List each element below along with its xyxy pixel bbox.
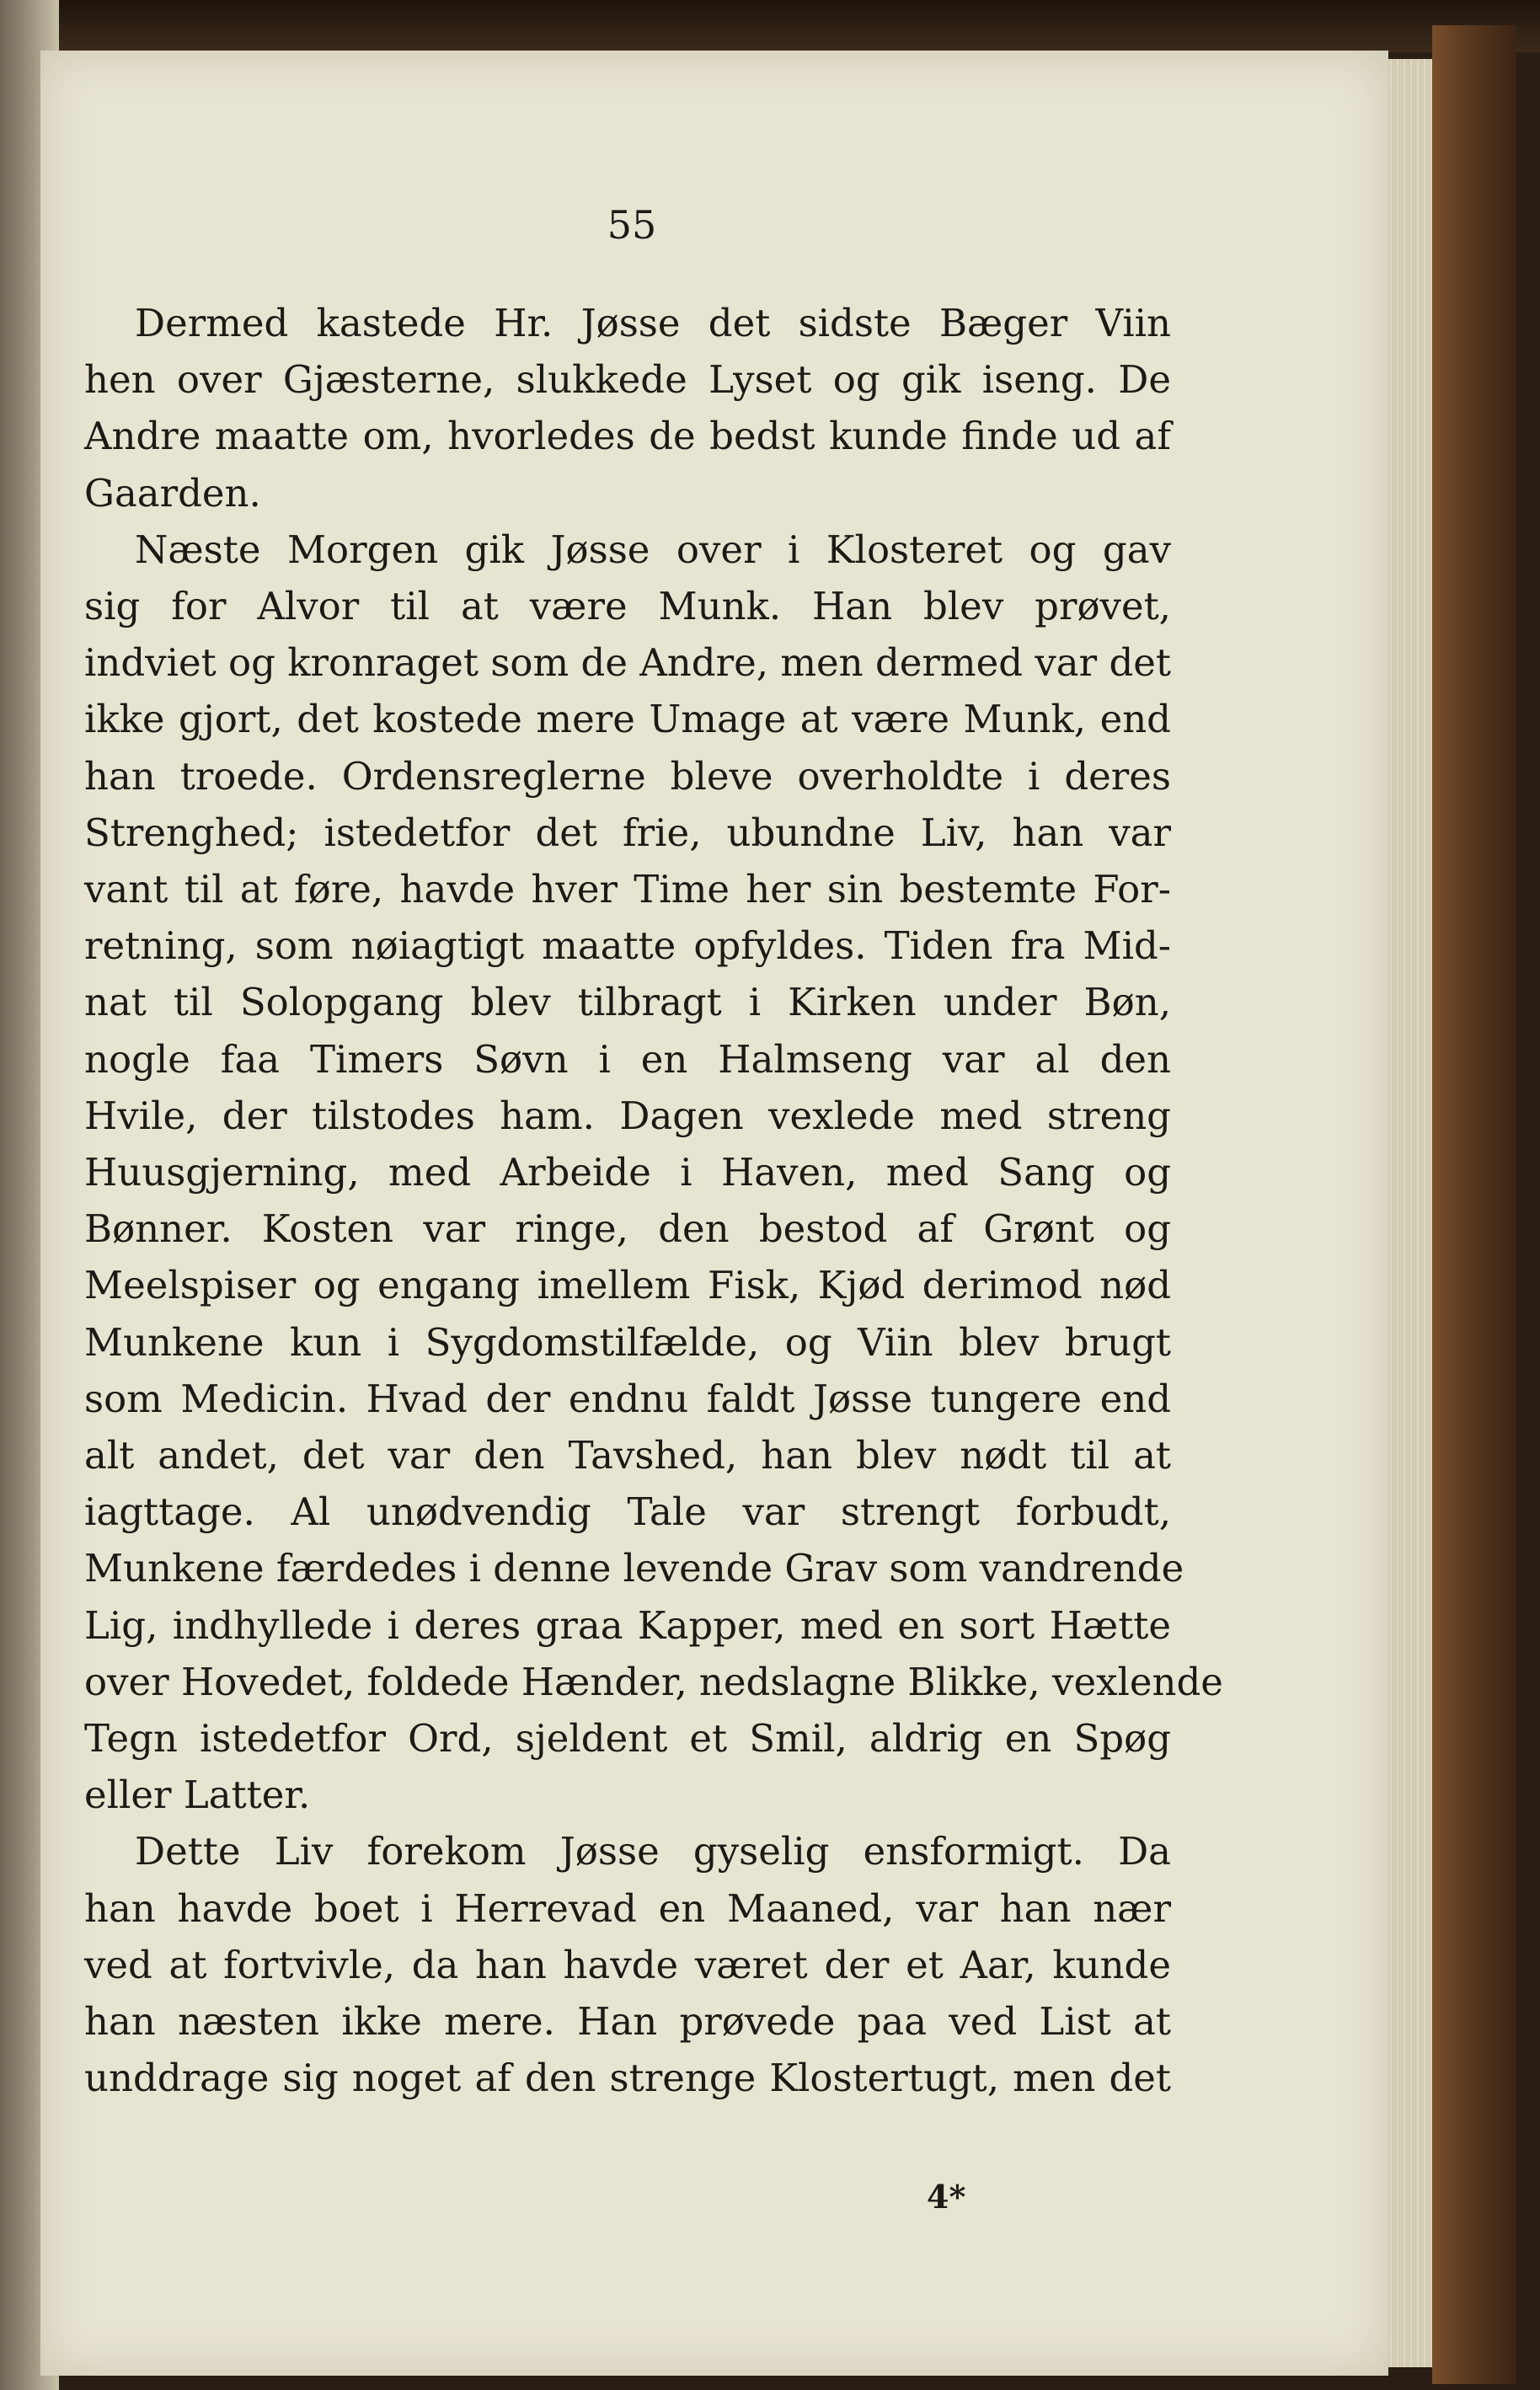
text-line: eller Latter. xyxy=(84,1772,311,1818)
book-cover-top xyxy=(0,0,1540,52)
text-line: retning, som nøiagtigt maatte opfyldes. Tiden fra Mid- xyxy=(84,923,1171,969)
text-line: Strenghed; istedetfor det frie, ubundne Liv, han var xyxy=(84,810,1171,855)
text-line: Lig, indhyllede i deres graa Kapper, med en sort Hætte xyxy=(84,1602,1171,1648)
body-text xyxy=(84,295,1223,2107)
page-number: 55 xyxy=(607,202,657,248)
text-line: hen over Gjæsterne, slukkede Lyset og gik iseng. De xyxy=(84,357,1171,403)
text-line: Dermed kastede Hr. Jøsse det sidste Bæger Viin xyxy=(135,301,1171,345)
text-line: iagttage. Al unødvendig Tale var strengt forbudt, xyxy=(84,1489,1171,1535)
text-line: han troede. Ordensreglerne bleve overholdte i deres xyxy=(84,753,1171,799)
text-line: Tegn istedetfor Ord, sjeldent et Smil, aldrig en Spøg xyxy=(84,1716,1171,1762)
text-line: alt andet, det var den Tavshed, han blev nødt til at xyxy=(84,1433,1171,1478)
text-line: Meelspiser og engang imellem Fisk, Kjød derimod nød xyxy=(84,1263,1171,1308)
paragraph-1 xyxy=(84,295,1171,521)
text-line: Munkene færdedes i denne levende Grav som vandrende xyxy=(84,1546,1184,1591)
signature-mark: 4* xyxy=(927,2178,966,2216)
text-line: Gaarden. xyxy=(84,470,261,516)
text-line: ved at fortvivle, da han havde været der et Aar, kunde xyxy=(84,1942,1171,1987)
text-line: Andre maatte om, hvorledes de bedst kunde finde ud af xyxy=(84,414,1171,459)
text-line: han næsten ikke mere. Han prøvede paa ved List at xyxy=(84,1999,1171,2045)
text-line: Huusgjerning, med Arbeide i Haven, med Sang og xyxy=(84,1150,1171,1195)
text-line: som Medicin. Hvad der endnu faldt Jøsse tungere end xyxy=(84,1376,1171,1421)
text-line: indviet og kronraget som de Andre, men dermed var det xyxy=(84,640,1171,686)
paragraph-2 xyxy=(84,521,1223,1824)
text-line: nogle faa Timers Søvn i en Halmseng var al den xyxy=(84,1036,1171,1082)
text-line: over Hovedet, foldede Hænder, nedslagne Blikke, vexlende xyxy=(84,1659,1223,1704)
book-cover-right xyxy=(1432,25,1516,2384)
text-line: ikke gjort, det kostede mere Umage at være Munk, end xyxy=(84,697,1171,742)
paragraph-3 xyxy=(84,1823,1171,2106)
text-line: Næste Morgen gik Jøsse over i Klosteret og gav xyxy=(135,527,1171,572)
text-line: Munkene kun i Sygdomstilfælde, og Viin blev brugt xyxy=(84,1319,1171,1365)
text-line: unddrage sig noget af den strenge Klostertugt, men det xyxy=(84,2056,1171,2101)
text-line: vant til at føre, havde hver Time her sin bestemte For- xyxy=(84,867,1171,912)
text-line: Dette Liv forekom Jøsse gyselig ensformigt. Da xyxy=(135,1829,1171,1874)
text-line: Hvile, der tilstodes ham. Dagen vexlede med streng xyxy=(84,1093,1171,1138)
text-line: nat til Solopgang blev tilbragt i Kirken under Bøn, xyxy=(84,980,1171,1025)
text-line: han havde boet i Herrevad en Maaned, var han nær xyxy=(84,1885,1171,1931)
text-line: Bønner. Kosten var ringe, den bestod af Grønt og xyxy=(84,1206,1171,1252)
text-line: sig for Alvor til at være Munk. Han blev prøvet, xyxy=(84,584,1171,629)
